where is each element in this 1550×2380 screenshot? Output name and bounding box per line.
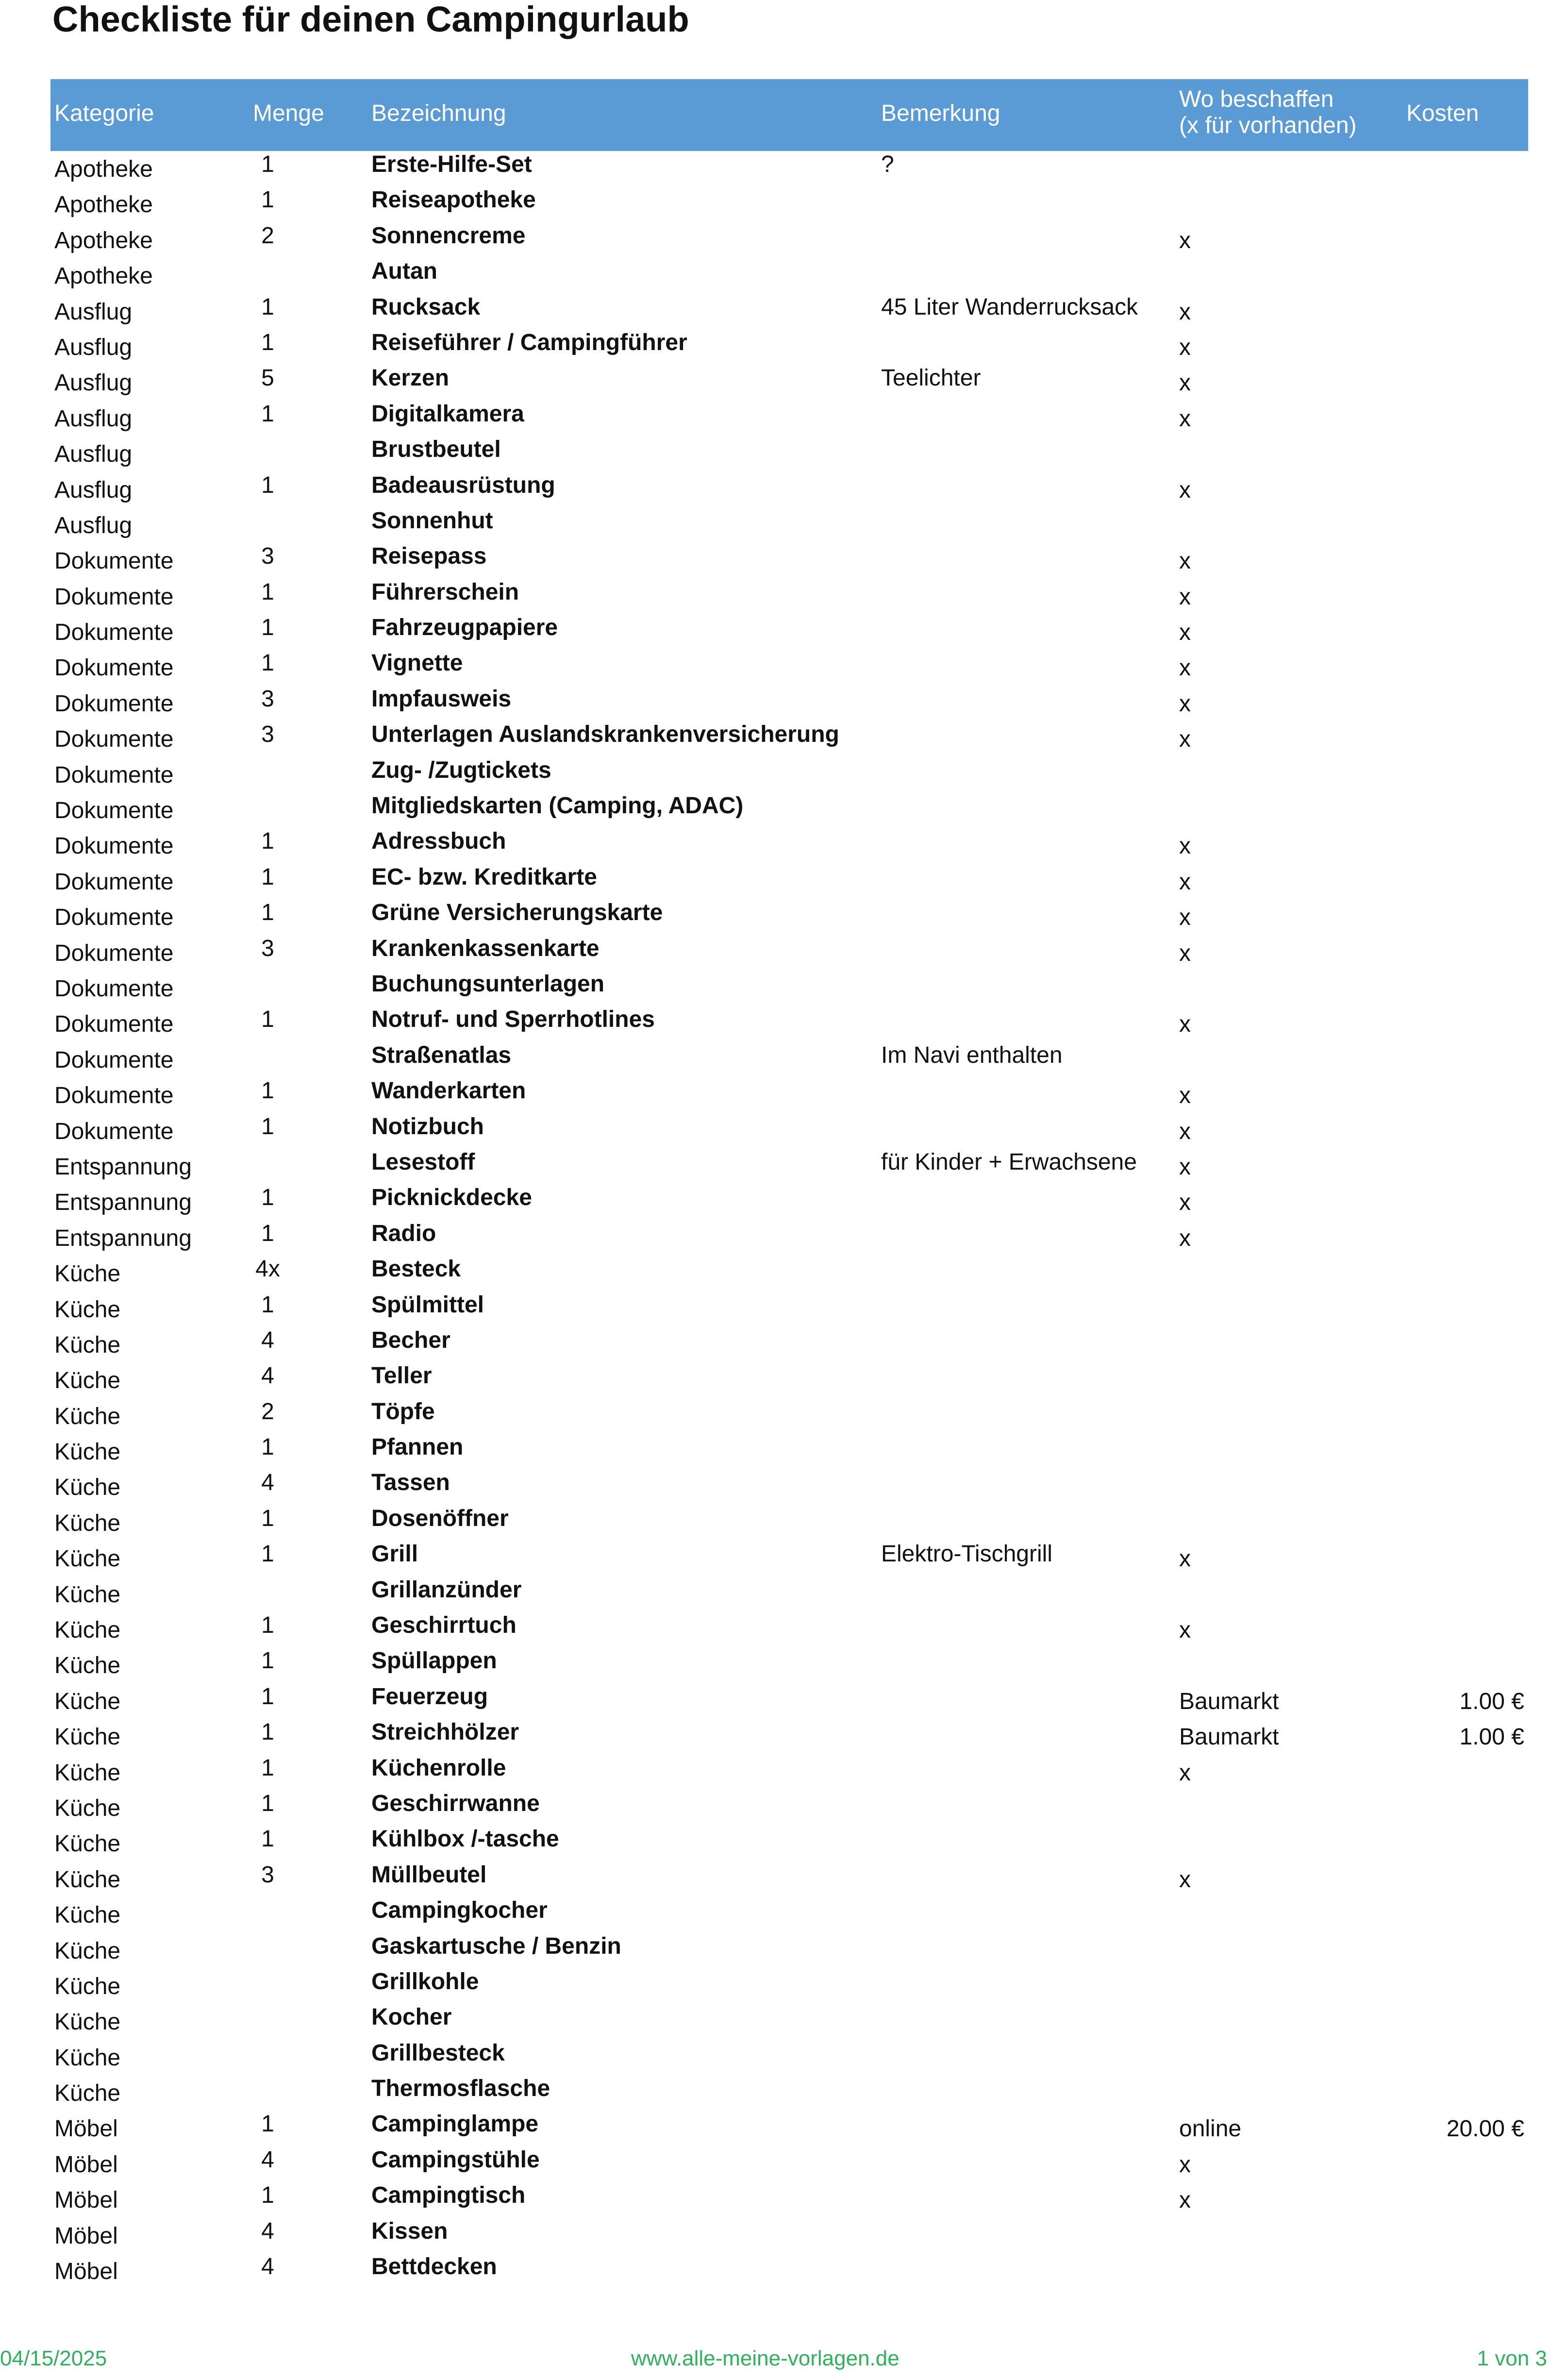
table-row	[50, 1291, 1528, 1327]
cell-bezeichnung: Erste-Hilfe-Set	[371, 151, 532, 177]
cell-wo-beschaffen: x	[1179, 584, 1191, 610]
table-row	[50, 2146, 1528, 2182]
cell-wo-beschaffen: x	[1179, 869, 1191, 895]
table-row	[50, 2075, 1528, 2111]
table-row	[50, 2040, 1528, 2075]
cell-kategorie: Dokumente	[54, 690, 174, 717]
cell-bezeichnung: Picknickdecke	[371, 1185, 532, 1211]
table-row	[50, 935, 1528, 971]
cell-menge: 1	[261, 1648, 274, 1674]
cell-bezeichnung: Becher	[371, 1327, 450, 1353]
page-footer	[0, 2346, 1550, 2376]
cell-kategorie: Küche	[54, 1866, 121, 1893]
table-row	[50, 151, 1528, 186]
cell-kategorie: Küche	[54, 1724, 121, 1750]
column-header-kategorie: Kategorie	[54, 101, 154, 126]
cell-kategorie: Dokumente	[54, 726, 174, 753]
table-row	[50, 222, 1528, 258]
page-title: Checkliste für deinen Campingurlaub	[52, 0, 689, 39]
cell-kategorie: Küche	[54, 1439, 121, 1465]
cell-menge: 1	[261, 1612, 274, 1639]
cell-bezeichnung: EC- bzw. Kreditkarte	[371, 864, 597, 890]
cell-bemerkung: Teelichter	[881, 365, 981, 391]
cell-bezeichnung: Straßenatlas	[371, 1042, 512, 1068]
table-row	[50, 1755, 1528, 1790]
cell-kategorie: Dokumente	[54, 584, 174, 610]
cell-bezeichnung: Rucksack	[371, 294, 481, 320]
cell-bezeichnung: Grillbesteck	[371, 2040, 505, 2066]
cell-wo-beschaffen: x	[1179, 905, 1191, 931]
cell-bezeichnung: Pfannen	[371, 1434, 464, 1460]
cell-bezeichnung: Feuerzeug	[371, 1683, 488, 1710]
column-header-wo-line1: Wo beschaffen	[1179, 86, 1334, 112]
cell-kosten: 20.00 €	[1446, 2116, 1524, 2142]
table-row	[50, 1184, 1528, 1220]
cell-bezeichnung: Vignette	[371, 650, 463, 676]
table-row	[50, 2253, 1528, 2289]
cell-wo-beschaffen: x	[1179, 1546, 1191, 1572]
cell-bezeichnung: Sonnenhut	[371, 507, 493, 534]
cell-kategorie: Küche	[54, 1973, 121, 1999]
cell-kategorie: Apotheke	[54, 156, 153, 182]
cell-menge: 1	[261, 401, 274, 427]
cell-bezeichnung: Unterlagen Auslandskrankenversicherung	[371, 721, 839, 748]
cell-menge: 1	[261, 900, 274, 926]
cell-bezeichnung: Grillanzünder	[371, 1576, 522, 1603]
cell-bezeichnung: Campingstühle	[371, 2146, 540, 2173]
cell-bezeichnung: Grill	[371, 1541, 418, 1567]
cell-bezeichnung: Notruf- und Sperrhotlines	[371, 1006, 655, 1033]
cell-bezeichnung: Geschirrwanne	[371, 1790, 540, 1816]
cell-menge: 4x	[255, 1256, 280, 1282]
cell-menge: 1	[261, 650, 274, 676]
cell-kategorie: Küche	[54, 1938, 121, 1964]
cell-kategorie: Möbel	[54, 2151, 118, 2178]
cell-menge: 4	[261, 1470, 274, 1496]
cell-menge: 4	[261, 1327, 274, 1353]
cell-menge: 1	[261, 1719, 274, 1745]
cell-bezeichnung: Mitgliedskarten (Camping, ADAC)	[371, 793, 744, 819]
cell-kategorie: Küche	[54, 1795, 121, 1821]
cell-kategorie: Apotheke	[54, 263, 153, 289]
cell-bemerkung: Im Navi enthalten	[881, 1042, 1063, 1068]
table-row	[50, 757, 1528, 792]
cell-wo-beschaffen: x	[1179, 655, 1191, 681]
cell-kategorie: Küche	[54, 1296, 121, 1323]
cell-kategorie: Küche	[54, 1831, 121, 1857]
cell-menge: 1	[261, 864, 274, 890]
cell-menge: 2	[261, 1398, 274, 1425]
cell-kategorie: Dokumente	[54, 762, 174, 788]
cell-kategorie: Küche	[54, 1902, 121, 1928]
cell-bezeichnung: Sonnencreme	[371, 222, 526, 249]
table-row	[50, 365, 1528, 400]
cell-kosten: 1.00 €	[1459, 1724, 1524, 1750]
cell-menge: 4	[261, 1363, 274, 1389]
table-row	[50, 2182, 1528, 2217]
cell-menge: 1	[261, 1434, 274, 1460]
cell-kategorie: Ausflug	[54, 370, 133, 396]
table-row	[50, 1968, 1528, 2004]
table-row	[50, 1469, 1528, 1505]
table-row	[50, 472, 1528, 507]
cell-wo-beschaffen: x	[1179, 548, 1191, 574]
table-row	[50, 436, 1528, 471]
table-row	[50, 1077, 1528, 1113]
table-row	[50, 971, 1528, 1006]
cell-bezeichnung: Töpfe	[371, 1398, 435, 1425]
cell-menge: 1	[261, 1113, 274, 1140]
cell-bezeichnung: Krankenkassenkarte	[371, 935, 600, 961]
cell-bezeichnung: Tassen	[371, 1470, 450, 1496]
table-row	[50, 2218, 1528, 2253]
cell-kategorie: Küche	[54, 1653, 121, 1679]
cell-wo-beschaffen: x	[1179, 726, 1191, 753]
cell-wo-beschaffen: x	[1179, 690, 1191, 717]
cell-kategorie: Küche	[54, 1760, 121, 1786]
table-row	[50, 401, 1528, 436]
cell-menge: 1	[261, 1220, 274, 1246]
cell-wo-beschaffen: x	[1179, 227, 1191, 253]
cell-bezeichnung: Thermosflasche	[371, 2076, 550, 2102]
table-row	[50, 1612, 1528, 1647]
cell-wo-beschaffen: x	[1179, 1225, 1191, 1251]
cell-bezeichnung: Reisepass	[371, 543, 487, 570]
column-header-bemerkung: Bemerkung	[881, 101, 1000, 126]
cell-kategorie: Ausflug	[54, 512, 133, 538]
cell-kategorie: Küche	[54, 1332, 121, 1358]
cell-wo-beschaffen: online	[1179, 2116, 1242, 2142]
table-row	[50, 329, 1528, 365]
cell-kategorie: Ausflug	[54, 441, 133, 468]
cell-menge: 1	[261, 1541, 274, 1567]
cell-menge: 1	[261, 1683, 274, 1710]
cell-menge: 1	[261, 187, 274, 213]
cell-wo-beschaffen: x	[1179, 2187, 1191, 2213]
cell-bemerkung: für Kinder + Erwachsene	[881, 1149, 1137, 1175]
cell-menge: 1	[261, 1790, 274, 1816]
cell-menge: 1	[261, 1006, 274, 1033]
cell-kategorie: Küche	[54, 2045, 121, 2071]
cell-bezeichnung: Campingtisch	[371, 2182, 526, 2209]
cell-kategorie: Möbel	[54, 2259, 118, 2285]
cell-bezeichnung: Gaskartusche / Benzin	[371, 1933, 621, 1959]
table-row	[50, 1861, 1528, 1897]
cell-kategorie: Ausflug	[54, 405, 133, 432]
cell-bezeichnung: Reiseführer / Campingführer	[371, 329, 687, 355]
cell-wo-beschaffen: x	[1179, 2151, 1191, 2178]
cell-bezeichnung: Kocher	[371, 2004, 452, 2030]
table-row	[50, 1719, 1528, 1754]
column-header-bezeichnung: Bezeichnung	[371, 101, 506, 126]
cell-bezeichnung: Teller	[371, 1363, 432, 1389]
table-row	[50, 1398, 1528, 1434]
cell-kategorie: Möbel	[54, 2116, 118, 2142]
cell-kategorie: Küche	[54, 1403, 121, 1429]
cell-wo-beschaffen: x	[1179, 477, 1191, 503]
cell-menge: 1	[261, 2111, 274, 2137]
cell-wo-beschaffen: Baumarkt	[1179, 1724, 1279, 1750]
table-row	[50, 543, 1528, 578]
cell-kategorie: Apotheke	[54, 192, 153, 218]
column-header-wo-line2: (x für vorhanden)	[1179, 113, 1357, 138]
table-row	[50, 1149, 1528, 1184]
table-row	[50, 1220, 1528, 1256]
cell-bezeichnung: Brustbeutel	[371, 436, 501, 463]
cell-wo-beschaffen: x	[1179, 1154, 1191, 1180]
cell-bezeichnung: Dosenöffner	[371, 1505, 509, 1531]
cell-wo-beschaffen: x	[1179, 1866, 1191, 1893]
cell-menge: 1	[261, 1291, 274, 1318]
cell-wo-beschaffen: x	[1179, 620, 1191, 646]
cell-kategorie: Dokumente	[54, 869, 174, 895]
cell-kosten: 1.00 €	[1459, 1688, 1524, 1714]
table-row	[50, 899, 1528, 935]
table-header	[50, 79, 1528, 151]
cell-kategorie: Dokumente	[54, 655, 174, 681]
cell-wo-beschaffen: x	[1179, 299, 1191, 325]
cell-kategorie: Dokumente	[54, 1011, 174, 1038]
table-row	[50, 864, 1528, 899]
table-row	[50, 792, 1528, 828]
cell-menge: 1	[261, 579, 274, 605]
cell-kategorie: Ausflug	[54, 477, 133, 503]
cell-wo-beschaffen: x	[1179, 1118, 1191, 1144]
table-row	[50, 1006, 1528, 1041]
cell-bezeichnung: Reiseapotheke	[371, 187, 536, 213]
cell-menge: 1	[261, 1185, 274, 1211]
cell-bezeichnung: Kerzen	[371, 365, 450, 391]
cell-menge: 1	[261, 828, 274, 855]
table-row	[50, 1683, 1528, 1719]
footer-date: 04/15/2025	[0, 2346, 107, 2370]
cell-kategorie: Ausflug	[54, 334, 133, 360]
cell-menge: 1	[261, 329, 274, 355]
cell-bezeichnung: Müllbeutel	[371, 1861, 487, 1888]
table-row	[50, 507, 1528, 543]
cell-wo-beschaffen: x	[1179, 1083, 1191, 1109]
cell-kategorie: Dokumente	[54, 940, 174, 966]
cell-bezeichnung: Autan	[371, 258, 437, 285]
cell-kategorie: Dokumente	[54, 548, 174, 574]
cell-bezeichnung: Adressbuch	[371, 828, 506, 855]
footer-page-number: 1 von 3	[1477, 2346, 1547, 2370]
table-row	[50, 828, 1528, 863]
cell-menge: 4	[261, 2218, 274, 2244]
cell-wo-beschaffen: x	[1179, 1617, 1191, 1643]
cell-menge: 1	[261, 615, 274, 641]
cell-menge: 1	[261, 151, 274, 177]
cell-bezeichnung: Führerschein	[371, 579, 519, 605]
cell-bezeichnung: Wanderkarten	[371, 1078, 526, 1104]
cell-menge: 1	[261, 1755, 274, 1781]
cell-wo-beschaffen: x	[1179, 940, 1191, 966]
table-row	[50, 1256, 1528, 1291]
cell-bemerkung: ?	[881, 151, 894, 177]
table-row	[50, 1790, 1528, 1826]
table-row	[50, 1113, 1528, 1149]
cell-wo-beschaffen: x	[1179, 1011, 1191, 1038]
cell-menge: 2	[261, 222, 274, 249]
table-row	[50, 294, 1528, 329]
cell-kategorie: Küche	[54, 1510, 121, 1536]
cell-menge: 1	[261, 2182, 274, 2209]
cell-menge: 1	[261, 1826, 274, 1852]
cell-kategorie: Dokumente	[54, 1083, 174, 1109]
table-row	[50, 186, 1528, 222]
cell-menge: 3	[261, 1861, 274, 1888]
cell-wo-beschaffen: Baumarkt	[1179, 1688, 1279, 1714]
cell-bezeichnung: Spüllappen	[371, 1648, 497, 1674]
table-row	[50, 2004, 1528, 2039]
cell-bezeichnung: Impfausweis	[371, 686, 512, 712]
cell-wo-beschaffen: x	[1179, 370, 1191, 396]
cell-kategorie: Möbel	[54, 2187, 118, 2213]
cell-menge: 1	[261, 294, 274, 320]
column-header-menge: Menge	[253, 101, 324, 126]
footer-url: www.alle-meine-vorlagen.de	[631, 2346, 900, 2370]
table-row	[50, 2111, 1528, 2146]
cell-menge: 3	[261, 721, 274, 748]
cell-kategorie: Dokumente	[54, 798, 174, 824]
cell-bezeichnung: Bettdecken	[371, 2254, 497, 2280]
table-row	[50, 1362, 1528, 1398]
column-header-kosten: Kosten	[1406, 101, 1479, 126]
cell-kategorie: Küche	[54, 1261, 121, 1287]
cell-bemerkung: 45 Liter Wanderrucksack	[881, 294, 1138, 320]
cell-kategorie: Küche	[54, 1368, 121, 1394]
cell-bezeichnung: Fahrzeugpapiere	[371, 615, 558, 641]
cell-wo-beschaffen: x	[1179, 1760, 1191, 1786]
cell-bezeichnung: Geschirrtuch	[371, 1612, 517, 1639]
cell-bezeichnung: Digitalkamera	[371, 401, 524, 427]
cell-bezeichnung: Streichhölzer	[371, 1719, 519, 1745]
cell-kategorie: Apotheke	[54, 227, 153, 253]
cell-bezeichnung: Lesestoff	[371, 1149, 475, 1175]
cell-kategorie: Dokumente	[54, 1047, 174, 1073]
cell-menge: 1	[261, 1505, 274, 1531]
cell-bezeichnung: Grüne Versicherungskarte	[371, 900, 663, 926]
cell-kategorie: Küche	[54, 1546, 121, 1572]
cell-kategorie: Dokumente	[54, 620, 174, 646]
cell-bezeichnung: Grillkohle	[371, 1968, 479, 1995]
cell-bezeichnung: Radio	[371, 1220, 436, 1246]
cell-kategorie: Küche	[54, 2080, 121, 2107]
table-row	[50, 579, 1528, 614]
cell-menge: 1	[261, 472, 274, 498]
cell-kategorie: Dokumente	[54, 975, 174, 1002]
cell-bezeichnung: Notizbuch	[371, 1113, 484, 1140]
cell-kategorie: Dokumente	[54, 833, 174, 859]
cell-kategorie: Dokumente	[54, 1118, 174, 1144]
table-row	[50, 1576, 1528, 1612]
table-row	[50, 258, 1528, 293]
cell-kategorie: Ausflug	[54, 299, 133, 325]
cell-bezeichnung: Campinglampe	[371, 2111, 539, 2137]
cell-menge: 3	[261, 686, 274, 712]
cell-menge: 3	[261, 935, 274, 961]
cell-bezeichnung: Kissen	[371, 2218, 448, 2244]
cell-bezeichnung: Küchenrolle	[371, 1755, 506, 1781]
cell-kategorie: Möbel	[54, 2223, 118, 2249]
cell-kategorie: Entspannung	[54, 1154, 192, 1180]
cell-wo-beschaffen: x	[1179, 334, 1191, 360]
cell-kategorie: Küche	[54, 1475, 121, 1501]
cell-wo-beschaffen: x	[1179, 833, 1191, 859]
cell-bemerkung: Elektro-Tischgrill	[881, 1541, 1052, 1567]
table-row	[50, 1647, 1528, 1683]
table-row	[50, 1541, 1528, 1576]
table-row	[50, 650, 1528, 685]
table-row	[50, 721, 1528, 756]
cell-wo-beschaffen: x	[1179, 1190, 1191, 1216]
table-row	[50, 1505, 1528, 1541]
cell-menge: 5	[261, 365, 274, 391]
cell-kategorie: Dokumente	[54, 905, 174, 931]
cell-kategorie: Entspannung	[54, 1225, 192, 1251]
table-row	[50, 1826, 1528, 1861]
cell-bezeichnung: Spülmittel	[371, 1291, 484, 1318]
checklist-table-body	[50, 151, 1528, 2289]
cell-kategorie: Küche	[54, 1581, 121, 1608]
cell-kategorie: Küche	[54, 1617, 121, 1643]
cell-kategorie: Küche	[54, 1688, 121, 1714]
cell-wo-beschaffen: x	[1179, 405, 1191, 432]
cell-kategorie: Entspannung	[54, 1190, 192, 1216]
table-row	[50, 1042, 1528, 1077]
cell-bezeichnung: Campingkocher	[371, 1897, 548, 1924]
cell-menge: 4	[261, 2146, 274, 2173]
cell-menge: 4	[261, 2254, 274, 2280]
column-header-wo-beschaffen	[1179, 86, 1357, 139]
table-row	[50, 614, 1528, 650]
cell-bezeichnung: Zug- /Zugtickets	[371, 757, 551, 783]
cell-bezeichnung: Badeausrüstung	[371, 472, 555, 498]
cell-menge: 1	[261, 1078, 274, 1104]
cell-kategorie: Küche	[54, 2009, 121, 2035]
table-row	[50, 1434, 1528, 1469]
table-row	[50, 1897, 1528, 1932]
cell-bezeichnung: Kühlbox /-tasche	[371, 1826, 559, 1852]
cell-menge: 3	[261, 543, 274, 570]
cell-bezeichnung: Besteck	[371, 1256, 461, 1282]
table-row	[50, 1933, 1528, 1968]
table-row	[50, 1327, 1528, 1362]
table-row	[50, 686, 1528, 721]
cell-bezeichnung: Buchungsunterlagen	[371, 971, 605, 997]
